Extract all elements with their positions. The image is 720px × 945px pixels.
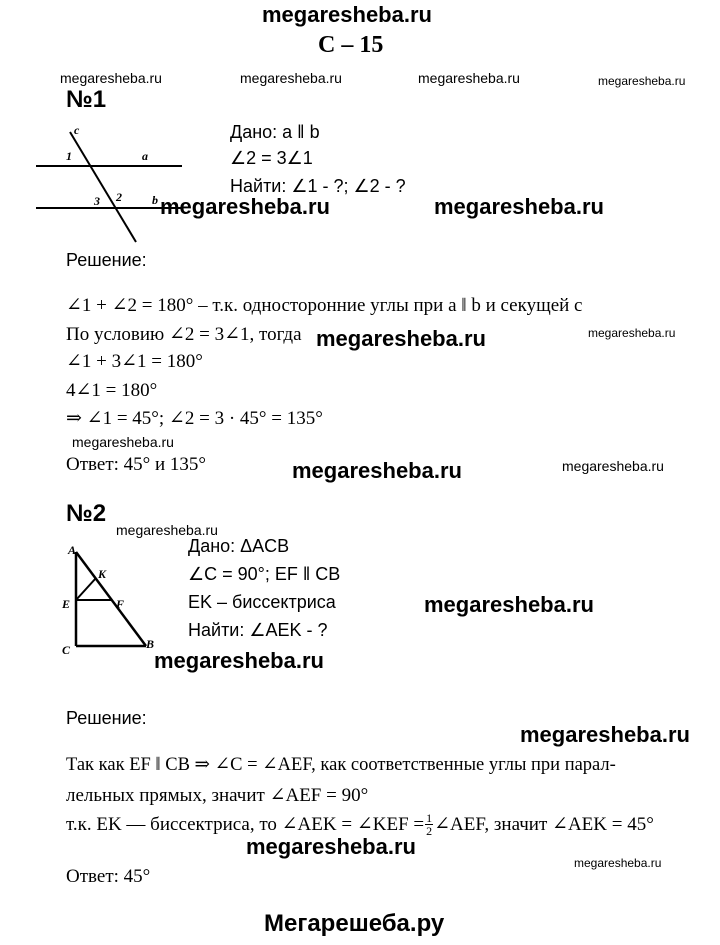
task2-given-1: Дано: ΔACB (188, 536, 290, 556)
task2-given-3: EK – биссектриса (188, 592, 336, 612)
label-b: b (152, 193, 158, 207)
watermark: megaresheba.ru (72, 434, 174, 450)
task2-figure (56, 540, 166, 660)
watermark: megaresheba.ru (240, 70, 342, 86)
label-2: 2 (116, 190, 122, 204)
task1-solution-line-2: По условию ∠2 = 3∠1, тогда (66, 324, 302, 345)
label-E: E (62, 597, 71, 611)
fraction-half (425, 812, 433, 837)
watermark: megaresheba.ru (60, 70, 162, 86)
task1-given-1: Дано: a ‖ b (230, 122, 320, 142)
watermark: megaresheba.ru (588, 326, 676, 340)
watermark: megaresheba.ru (160, 194, 330, 219)
page-title: C – 15 (318, 32, 384, 58)
task2-solution-line-2: лельных прямых, значит ∠AEF = 90° (66, 785, 369, 806)
task2-given-4: Найти: ∠AEK - ? (188, 620, 328, 640)
label-A: A (68, 543, 77, 557)
task1-figure (30, 124, 190, 254)
task2-given-2: ∠C = 90°; EF ‖ CB (188, 564, 341, 584)
fraction-numerator: 1 (426, 811, 433, 825)
task2-number: №2 (66, 500, 107, 527)
label-K: K (98, 567, 107, 581)
watermark: megaresheba.ru (154, 648, 324, 673)
label-3: 3 (94, 194, 100, 208)
label-C: C (62, 643, 71, 657)
label-F: F (116, 597, 125, 611)
task1-solution-line-5: ⇒ ∠1 = 45°; ∠2 = 3 · 45° = 135° (66, 408, 323, 429)
watermark: megaresheba.ru (424, 592, 594, 617)
task2-solution-line-3b: ∠AEF, значит ∠AEK = 45° (434, 814, 654, 835)
line-c (70, 132, 136, 242)
watermark: megaresheba.ru (292, 458, 462, 483)
label-c: c (74, 124, 80, 137)
task2-answer: Ответ: 45° (66, 866, 151, 887)
watermark: megaresheba.ru (574, 856, 662, 870)
watermark: megaresheba.ru (562, 458, 664, 474)
label-a: a (142, 149, 148, 163)
task2-solution-line-1: Так как EF ‖ CB ⇒ ∠C = ∠AEF, как соответственные углы при парал- (66, 755, 616, 775)
label-1: 1 (66, 149, 72, 163)
task2-solution-title: Решение: (66, 708, 147, 728)
fraction-denominator: 2 (426, 824, 433, 838)
watermark: megaresheba.ru (434, 194, 604, 219)
label-B: B (146, 637, 155, 651)
watermark: megaresheba.ru (316, 326, 486, 351)
watermark: megaresheba.ru (520, 722, 690, 747)
footer-brand: Мегарешеба.ру (264, 910, 445, 937)
watermark: megaresheba.ru (418, 70, 520, 86)
site-header: megaresheba.ru (262, 2, 432, 27)
watermark: megaresheba.ru (598, 74, 686, 88)
watermark: megaresheba.ru (246, 834, 416, 859)
task1-number: №1 (66, 86, 107, 113)
task1-given-2: ∠2 = 3∠1 (230, 148, 313, 168)
task1-solution-line-1: ∠1 + ∠2 = 180° – т.к. односторонние углы при a ‖ b и секущей c (66, 295, 583, 316)
task1-solution-title: Решение: (66, 250, 147, 270)
task1-given-3: Найти: ∠1 - ?; ∠2 - ? (230, 176, 406, 196)
task2-solution-line-3a: т.к. EK — биссектриса, то ∠AEK = ∠KEF = (66, 814, 425, 835)
task1-solution-line-3: ∠1 + 3∠1 = 180° (66, 351, 203, 372)
task1-answer: Ответ: 45° и 135° (66, 454, 207, 475)
watermark: megaresheba.ru (116, 522, 218, 538)
task1-solution-line-4: 4∠1 = 180° (66, 380, 158, 401)
segment-ek (76, 578, 96, 600)
